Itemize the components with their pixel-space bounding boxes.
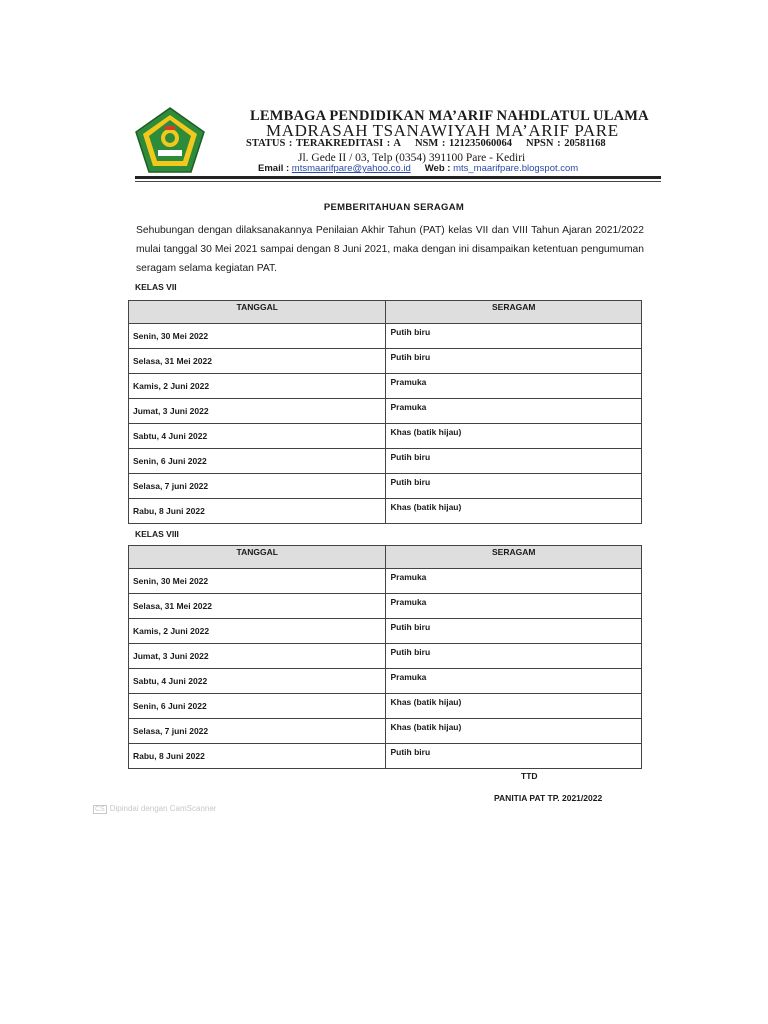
table-row: [129, 474, 642, 499]
date-cell: Senin, 30 Mei 2022: [129, 324, 386, 349]
intro-paragraph: Sehubungan dengan dilaksanakannya Penilaian Akhir Tahun (PAT) kelas VII dan VIII Tahun Ajaran 2021/2022 mulai tanggal 30 Mei 2021 sampai dengan 8 Juni 2021, maka dengan ini disampaikan ketentuan pengumuman seragam selama kegiatan PAT.: [136, 225, 644, 274]
date-cell: Jumat, 3 Juni 2022: [129, 644, 386, 669]
table-row: [129, 424, 642, 449]
table-row: [129, 399, 642, 424]
kelas-vii-table: [128, 300, 642, 524]
uniform-cell: Pramuka: [386, 594, 642, 619]
date-cell: Kamis, 2 Juni 2022: [129, 619, 386, 644]
table-row: [129, 569, 642, 594]
date-cell: Kamis, 2 Juni 2022: [129, 374, 386, 399]
date-cell: Senin, 6 Juni 2022: [129, 694, 386, 719]
column-header-seragam: SERAGAM: [386, 301, 642, 324]
signature-ttd: TTD: [521, 771, 538, 781]
school-name: MADRASAH TSANAWIYAH MA’ARIF PARE: [266, 121, 619, 140]
letterhead-rule-thin: [135, 181, 661, 182]
uniform-cell: Putih biru: [386, 349, 642, 374]
uniform-cell: Pramuka: [386, 669, 642, 694]
committee-name: PANITIA PAT TP. 2021/2022: [494, 793, 603, 803]
uniform-cell: Khas (batik hijau): [386, 424, 642, 449]
uniform-cell: Putih biru: [386, 644, 642, 669]
document-title: PEMBERITAHUAN SERAGAM: [323, 202, 465, 213]
table-row: [129, 669, 642, 694]
camscanner-icon: CS: [95, 806, 105, 813]
date-cell: Selasa, 7 juni 2022: [129, 474, 386, 499]
school-logo: [134, 106, 206, 174]
uniform-cell: Putih biru: [386, 324, 642, 349]
date-cell: Selasa, 31 Mei 2022: [129, 349, 386, 374]
date-cell: Rabu, 8 Juni 2022: [129, 744, 386, 769]
uniform-cell: Putih biru: [386, 449, 642, 474]
uniform-cell: Khas (batik hijau): [386, 694, 642, 719]
date-cell: Sabtu, 4 Juni 2022: [129, 669, 386, 694]
uniform-cell: Putih biru: [386, 744, 642, 769]
column-header-tanggal: TANGGAL: [129, 301, 386, 324]
npsn-text: NPSN : 20581168: [526, 138, 606, 149]
org-name: LEMBAGA PENDIDIKAN MA’ARIF NAHDLATUL ULAMA: [250, 108, 649, 124]
table-row: [129, 744, 642, 769]
letterhead-rule-thick: [135, 176, 661, 179]
uniform-cell: Khas (batik hijau): [386, 499, 642, 524]
date-cell: Sabtu, 4 Juni 2022: [129, 424, 386, 449]
accreditation-line: [246, 138, 606, 149]
date-cell: Selasa, 7 juni 2022: [129, 719, 386, 744]
kelas-viii-label: KELAS VIII: [135, 529, 179, 539]
uniform-cell: Pramuka: [386, 569, 642, 594]
uniform-cell: Pramuka: [386, 374, 642, 399]
date-cell: Senin, 6 Juni 2022: [129, 449, 386, 474]
uniform-cell: Putih biru: [386, 474, 642, 499]
date-cell: Jumat, 3 Juni 2022: [129, 399, 386, 424]
email-link[interactable]: mtsmaarifpare@yahoo.co.id: [291, 163, 411, 174]
uniform-cell: Khas (batik hijau): [386, 719, 642, 744]
table-row: [129, 644, 642, 669]
table-row: [129, 324, 642, 349]
contact-line: [258, 163, 578, 174]
address-text: Jl. Gede II / 03, Telp (0354) 391100 Pare - Kediri: [298, 152, 526, 164]
email-label: Email :: [258, 163, 290, 174]
watermark-text: Dipindai dengan CamScanner: [109, 804, 217, 813]
table-row: [129, 499, 642, 524]
table-row: [129, 594, 642, 619]
status-text: STATUS : TERAKREDITASI : A: [246, 138, 401, 149]
table-row: [129, 349, 642, 374]
web-link[interactable]: mts_maarifpare.blogspot.com: [453, 163, 579, 174]
uniform-cell: Pramuka: [386, 399, 642, 424]
web-label: Web :: [424, 163, 451, 174]
nsm-text: NSM : 121235060064: [414, 138, 513, 149]
column-header-tanggal: TANGGAL: [129, 546, 386, 569]
date-cell: Rabu, 8 Juni 2022: [129, 499, 386, 524]
table-row: [129, 374, 642, 399]
date-cell: Senin, 30 Mei 2022: [129, 569, 386, 594]
date-cell: Selasa, 31 Mei 2022: [129, 594, 386, 619]
kelas-vii-label: KELAS VII: [135, 282, 177, 292]
table-row: [129, 694, 642, 719]
table-row: [129, 619, 642, 644]
scanner-watermark: [93, 804, 216, 814]
uniform-cell: Putih biru: [386, 619, 642, 644]
table-row: [129, 449, 642, 474]
table-row: [129, 719, 642, 744]
kelas-viii-table: [128, 545, 642, 769]
column-header-seragam: SERAGAM: [386, 546, 642, 569]
